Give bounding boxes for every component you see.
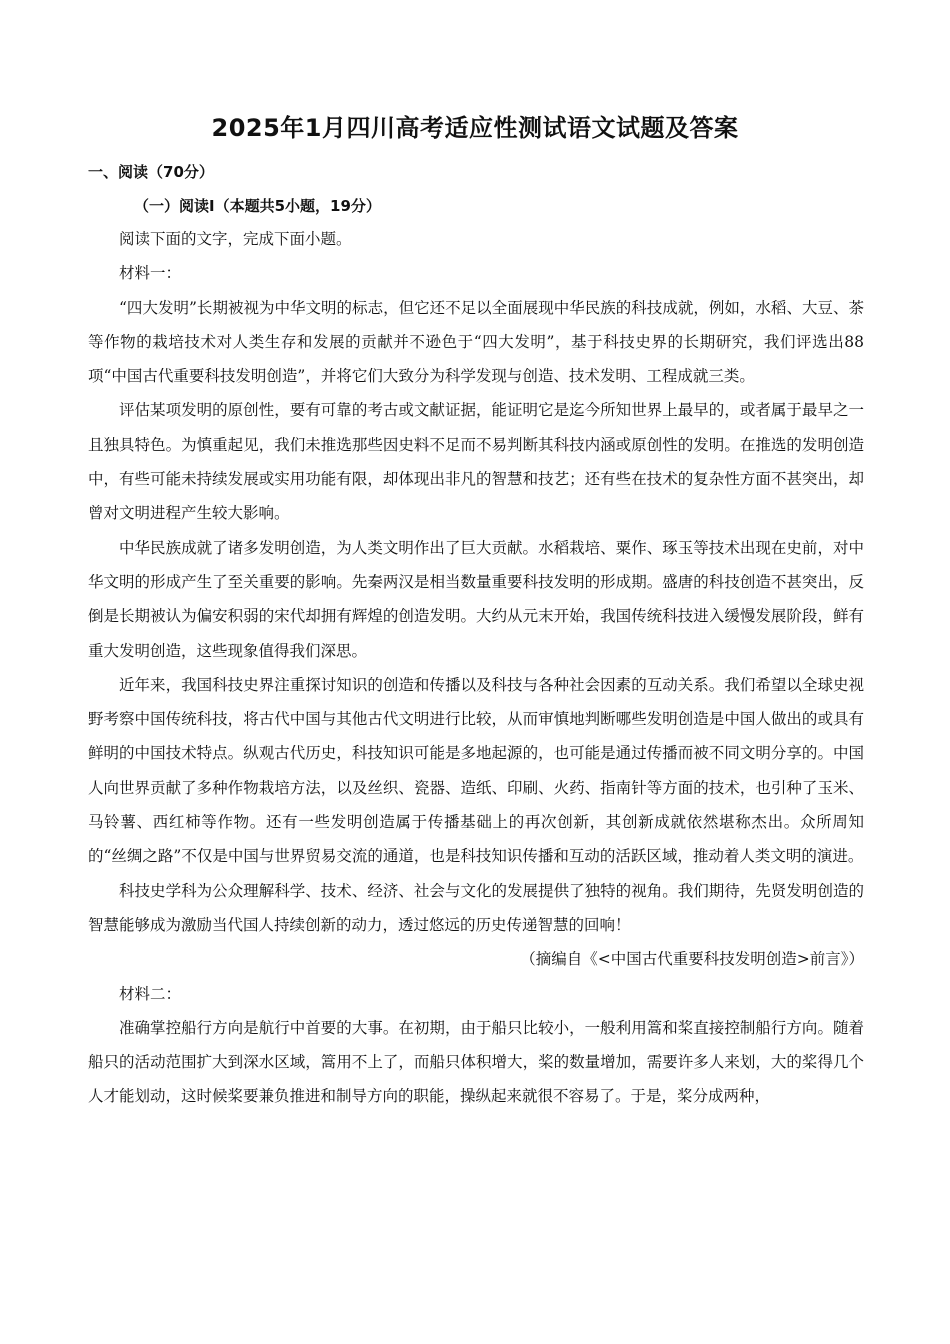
- material1-label: 材料一：: [119, 264, 182, 283]
- paragraph: “四大发明”长期被视为中华文明的标志，但它还不足以全面展现中华民族的科技成就，例如，水稻、大豆、茶等作物的栽培技术对人类生存和发展的贡献并不逊色于“四大发明”，基于科技史界的长期研究，我们评选出88项“中国古代重要科技发明创造”，并将它们大致分为科学发现与创造、技术发明、工程成就三类。: [88, 298, 864, 386]
- paragraph: 近年来，我国科技史界注重探讨知识的创造和传播以及科技与各种社会因素的互动关系。我们希望以全球史视野考察中国传统科技，将古代中国与其他古代文明进行比较，从而审慎地判断哪些发明创造是中国人做出的或具有鲜明的中国技术特点。纵观古代历史，科技知识可能是多地起源的，也可能是通过传播而被不同文明分享的。中国人向世界贡献了多种作物栽培方法，以及丝织、瓷器、造纸、印刷、火药、指南针等方面的技术，也引种了玉米、马铃薯、西红柿等作物。还有一些发明创造属于传播基础上的再次创新，其创新成就依然堪称杰出。众所周知的“丝绸之路”不仅是中国与世界贸易交流的通道，也是科技知识传播和互动的活跃区域，推动着人类文明的演进。: [88, 675, 864, 866]
- document-title: 2025年1月四川高考适应性测试语文试题及答案: [211, 114, 739, 142]
- material1-source: （摘编自《<中国古代重要科技发明创造>前言》）: [520, 950, 864, 969]
- document-body: [88, 222, 864, 1114]
- paragraph: 科技史学科为公众理解科学、技术、经济、社会与文化的发展提供了独特的视角。我们期待，先贤发明创造的智慧能够成为激励当代国人持续创新的动力，透过悠远的历史传递智慧的回响！: [88, 881, 864, 934]
- paragraph: 准确掌控船行方向是航行中首要的大事。在初期，由于船只比较小，一般利用篙和桨直接控制船行方向。随着船只的活动范围扩大到深水区域，篙用不上了，而船只体积增大，桨的数量增加，需要许多人来划，大的桨得几个人才能划动，这时候桨要兼负推进和制导方向的职能，操纵起来就很不容易了。于是，桨分成两种，: [88, 1018, 864, 1106]
- section-heading: 一、阅读（70分）: [88, 163, 214, 181]
- section-subheading: （一）阅读Ⅰ（本题共5小题，19分）: [134, 197, 381, 215]
- paragraph: 中华民族成就了诸多发明创造，为人类文明作出了巨大贡献。水稻栽培、粟作、琢玉等技术出现在史前，对中华文明的形成产生了至关重要的影响。先秦两汉是相当数量重要科技发明的形成期。盛唐的科技创造不甚突出，反倒是长期被认为偏安积弱的宋代却拥有辉煌的创造发明。大约从元末开始，我国传统科技进入缓慢发展阶段，鲜有重大发明创造，这些现象值得我们深思。: [88, 538, 864, 660]
- material2-label: 材料二：: [119, 984, 182, 1003]
- paragraph: 评估某项发明的原创性，要有可靠的考古或文献证据，能证明它是迄今所知世界上最早的，或者属于最早之一且独具特色。为慎重起见，我们未推选那些因史料不足而不易判断其科技内涵或原创性的发明。在推选的发明创造中，有些可能未持续发展或实用功能有限，却体现出非凡的智慧和技艺；还有些在技术的复杂性方面不甚突出，却曾对文明进程产生较大影响。: [88, 401, 864, 523]
- instruction-text: 阅读下面的文字，完成下面小题。: [119, 230, 352, 248]
